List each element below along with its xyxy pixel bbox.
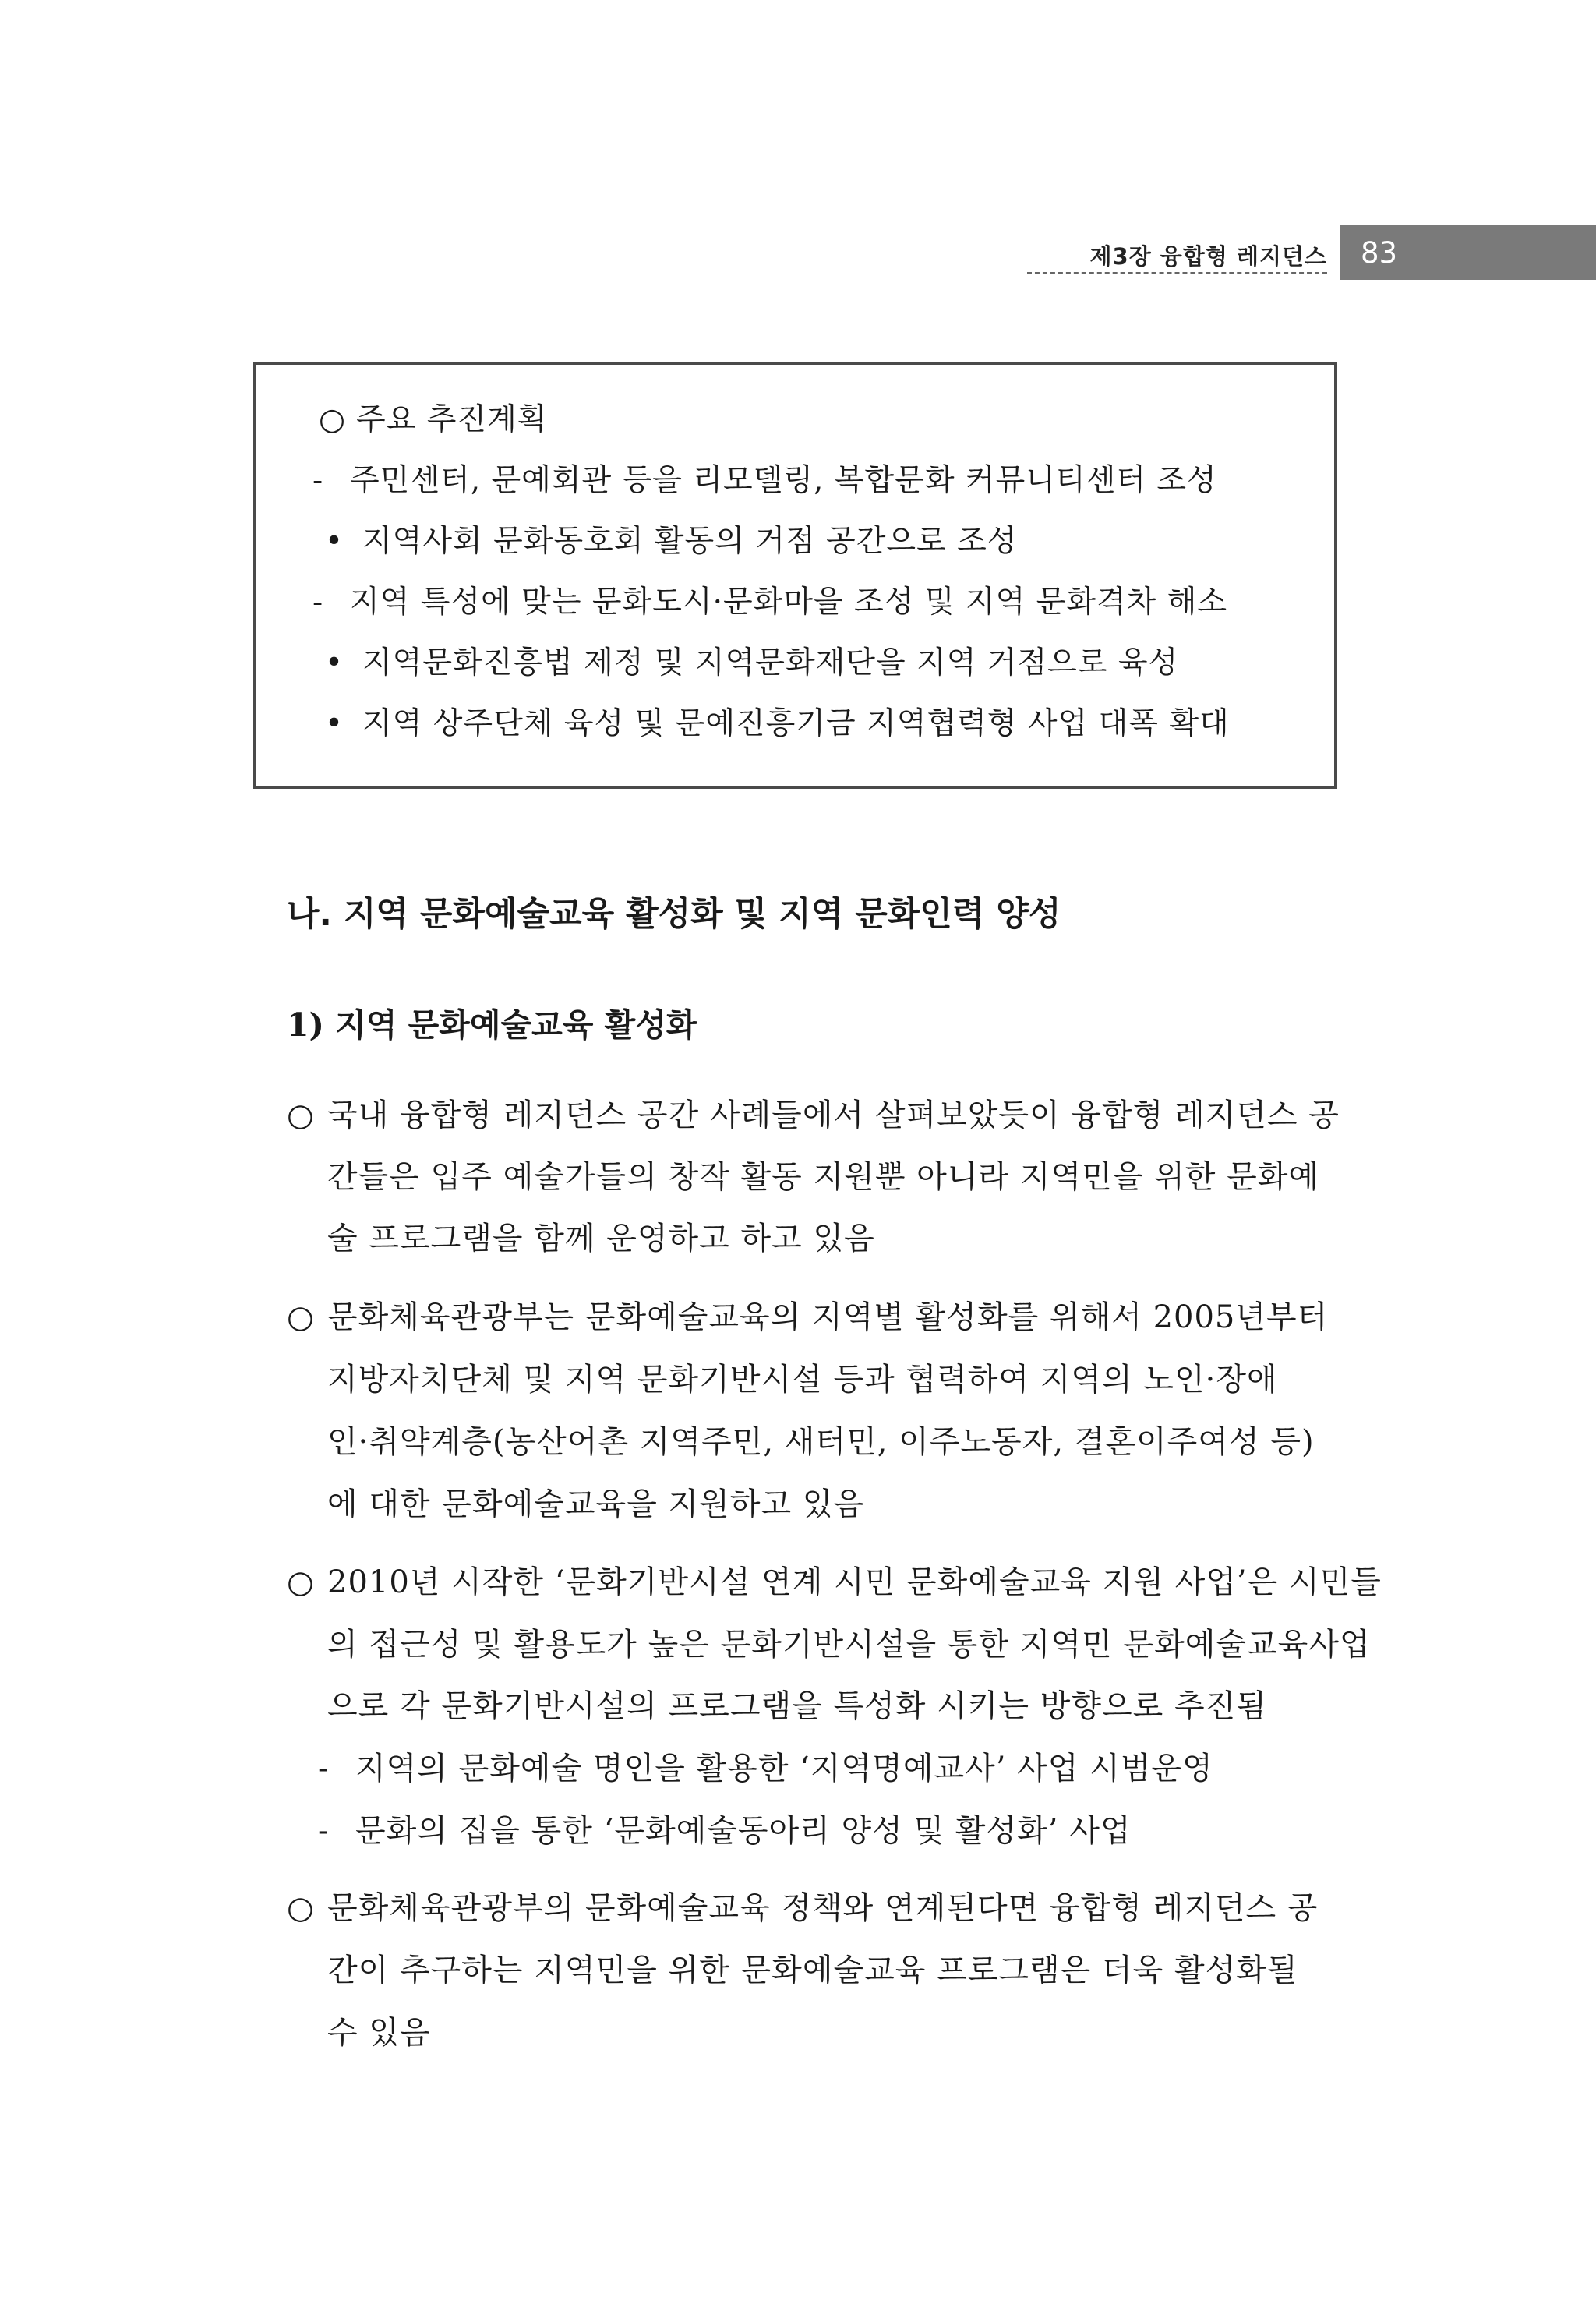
paragraph-line: 간이 추구하는 지역민을 위한 문화예술교육 프로그램은 더욱 활성화될 [327, 1953, 1298, 1988]
paragraph-line: 으로 각 문화기반시설의 프로그램을 특성화 시키는 방향으로 추진됨 [327, 1688, 1267, 1724]
dot-bullet-icon: • [325, 645, 344, 680]
chapter-title: 제3장 융합형 레지던스 [1089, 243, 1327, 270]
circle-bullet-icon: ○ [319, 402, 347, 437]
circle-bullet-icon: ○ [287, 1299, 315, 1335]
plan-item-text: 지역 특성에 맞는 문화도시·문화마을 조성 및 지역 문화격차 해소 [350, 585, 1228, 620]
plan-item-text: 지역 상주단체 육성 및 문예진흥기금 지역협력형 사업 대폭 확대 [362, 706, 1230, 741]
circle-bullet-icon: ○ [287, 1564, 315, 1600]
dash-bullet-icon: - [312, 585, 324, 620]
paragraph-line: 간들은 입주 예술가들의 창작 활동 지원뿐 아니라 지역민을 위한 문화예 [327, 1159, 1319, 1195]
paragraph-line [287, 1095, 1340, 1136]
dash-bullet-icon: - [318, 1751, 330, 1787]
sub-heading: 1) 지역 문화예술교육 활성화 [287, 1006, 697, 1044]
sub-item-text: 문화의 집을 통한 ‘문화예술동아리 양성 및 활성화’ 사업 [355, 1813, 1132, 1849]
paragraph-line [287, 1888, 1319, 1928]
paragraph-line [287, 1562, 1382, 1603]
paragraph-text: 문화체육관광부의 문화예술교육 정책와 연계된다면 융합형 레지던스 공 [327, 1890, 1319, 1926]
plan-item [325, 644, 1334, 683]
plan-box-title [319, 401, 1334, 440]
plan-item-text: 주민센터, 문예회관 등을 리모델링, 복합문화 커뮤니티센터 조성 [350, 463, 1217, 498]
sub-item-line [318, 1748, 1213, 1789]
header-dashed-rule [1027, 272, 1327, 274]
plan-box-title-text: 주요 추진계획 [356, 402, 548, 437]
paragraph-line: 수 있음 [327, 2015, 431, 2051]
dash-bullet-icon: - [312, 463, 324, 498]
plan-box [253, 362, 1337, 789]
paragraph-text: 2010년 시작한 ‘문화기반시설 연계 시민 문화예술교육 지원 사업’은 시민들 [327, 1564, 1382, 1600]
sub-item-line [318, 1811, 1132, 1851]
plan-item [312, 583, 1334, 622]
circle-bullet-icon: ○ [287, 1890, 315, 1926]
sub-item-text: 지역의 문화예술 명인을 활용한 ‘지역명예교사’ 사업 시범운영 [355, 1751, 1213, 1787]
paragraph-line: 의 접근성 및 활용도가 높은 문화기반시설을 통한 지역민 문화예술교육사업 [327, 1627, 1371, 1663]
plan-item-text: 지역사회 문화동호회 활동의 거점 공간으로 조성 [362, 524, 1018, 559]
paragraph-text: 문화체육관광부는 문화예술교육의 지역별 활성화를 위해서 2005년부터 [327, 1299, 1329, 1335]
page-number: 83 [1361, 236, 1398, 270]
paragraph-line [287, 1297, 1328, 1338]
plan-item [312, 461, 1334, 500]
plan-item [325, 522, 1334, 561]
dot-bullet-icon: • [325, 706, 344, 741]
paragraph-line: 술 프로그램을 함께 운영하고 하고 있음 [327, 1221, 875, 1256]
paragraph-line: 지방자치단체 및 지역 문화기반시설 등과 협력하여 지역의 노인·장애 [327, 1362, 1278, 1398]
paragraph-line: 에 대한 문화예술교육을 지원하고 있음 [327, 1486, 865, 1522]
paragraph-text: 국내 융합형 레지던스 공간 사례들에서 살펴보았듯이 융합형 레지던스 공 [327, 1097, 1340, 1133]
paragraph-line: 인·취약계층(농산어촌 지역주민, 새터민, 이주노동자, 결혼이주여성 등) [327, 1424, 1315, 1460]
dash-bullet-icon: - [318, 1813, 330, 1849]
section-heading: 나. 지역 문화예술교육 활성화 및 지역 문화인력 양성 [287, 895, 1061, 934]
plan-item [325, 705, 1334, 744]
dot-bullet-icon: • [325, 524, 344, 559]
plan-item-text: 지역문화진흥법 제정 및 지역문화재단을 지역 거점으로 육성 [362, 645, 1179, 680]
circle-bullet-icon: ○ [287, 1097, 315, 1133]
page-number-tab [1340, 225, 1596, 280]
running-header [1021, 225, 1596, 280]
